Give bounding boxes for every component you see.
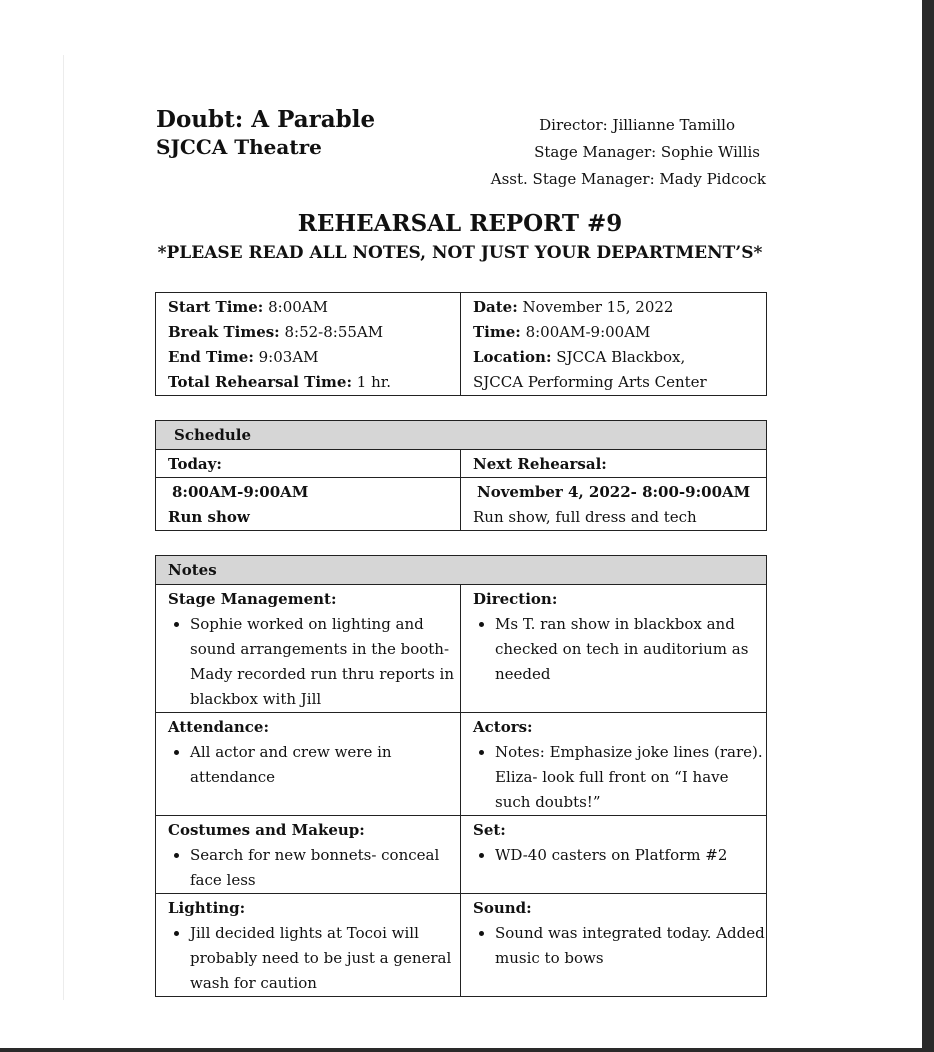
viewer-bottom-edge bbox=[0, 1048, 934, 1052]
time-label: Time: bbox=[473, 323, 521, 341]
break-times-value: 8:52-8:55AM bbox=[279, 323, 384, 341]
asst-stage-manager: Asst. Stage Manager: Mady Pidcock bbox=[490, 170, 766, 188]
actors-note: • Notes: Emphasize joke lines (rare). Eliza- look full front on “I have such doubts!” bbox=[495, 740, 766, 815]
actors-cell bbox=[461, 713, 767, 816]
sound-note: • Sound was integrated today. Added music to bows bbox=[495, 921, 766, 971]
location-line2: SJCCA Performing Arts Center bbox=[473, 373, 707, 391]
attendance-cell bbox=[156, 713, 461, 816]
end-time-label: End Time: bbox=[168, 348, 254, 366]
next-rehearsal-cell bbox=[461, 478, 767, 531]
lighting-cell bbox=[156, 894, 461, 997]
location-value: SJCCA Blackbox, bbox=[551, 348, 686, 366]
total-time-label: Total Rehearsal Time: bbox=[168, 373, 352, 391]
date-location-cell bbox=[461, 293, 767, 396]
today-time: 8:00AM-9:00AM bbox=[172, 483, 309, 501]
next-rehearsal-time: November 4, 2022- 8:00-9:00AM bbox=[477, 483, 751, 501]
set-label: Set: bbox=[473, 821, 506, 839]
viewer-scrollbar-edge bbox=[922, 0, 934, 1052]
attendance-note: • All actor and crew were in attendance bbox=[190, 740, 460, 790]
today-label: Today: bbox=[156, 450, 461, 478]
set-cell bbox=[461, 816, 767, 894]
start-time-label: Start Time: bbox=[168, 298, 264, 316]
costumes-cell bbox=[156, 816, 461, 894]
costumes-note: • Search for new bonnets- conceal face less bbox=[190, 843, 460, 893]
sound-label: Sound: bbox=[473, 899, 532, 917]
stage-management-cell bbox=[156, 585, 461, 713]
actors-label: Actors: bbox=[473, 718, 533, 736]
report-title: REHEARSAL REPORT #9 bbox=[297, 210, 623, 237]
costumes-label: Costumes and Makeup: bbox=[168, 821, 365, 839]
stage-manager: Stage Manager: Sophie Willis bbox=[534, 143, 760, 161]
location-label: Location: bbox=[473, 348, 552, 366]
sound-cell bbox=[461, 894, 767, 997]
next-rehearsal-label: Next Rehearsal: bbox=[461, 450, 767, 478]
time-value: 8:00AM-9:00AM bbox=[520, 323, 651, 341]
company-name: SJCCA Theatre bbox=[156, 135, 322, 159]
schedule-table bbox=[155, 420, 767, 531]
break-times-label: Break Times: bbox=[168, 323, 280, 341]
notes-header: Notes bbox=[156, 556, 767, 585]
schedule-header: Schedule bbox=[156, 421, 767, 450]
times-cell bbox=[156, 293, 461, 396]
stage-management-label: Stage Management: bbox=[168, 590, 337, 608]
start-time-value: 8:00AM bbox=[263, 298, 329, 316]
date-value: November 15, 2022 bbox=[517, 298, 674, 316]
today-activity: Run show bbox=[168, 508, 250, 526]
show-title-block bbox=[156, 106, 375, 160]
report-subtitle: *PLEASE READ ALL NOTES, NOT JUST YOUR DEPARTMENT’S* bbox=[157, 243, 763, 263]
lighting-label: Lighting: bbox=[168, 899, 246, 917]
direction-label: Direction: bbox=[473, 590, 558, 608]
rehearsal-info-table bbox=[155, 292, 767, 396]
direction-cell bbox=[461, 585, 767, 713]
set-note: • WD-40 casters on Platform #2 bbox=[495, 843, 766, 868]
notes-table bbox=[155, 555, 767, 997]
page-edge bbox=[63, 55, 64, 1000]
director: Director: Jillianne Tamillo bbox=[539, 116, 735, 134]
show-title: Doubt: A Parable bbox=[156, 106, 376, 133]
today-cell bbox=[156, 478, 461, 531]
date-label: Date: bbox=[473, 298, 518, 316]
direction-note: • Ms T. ran show in blackbox and checked on tech in auditorium as needed bbox=[495, 612, 766, 687]
staff-list bbox=[491, 112, 766, 193]
end-time-value: 9:03AM bbox=[253, 348, 319, 366]
next-rehearsal-activity: Run show, full dress and tech bbox=[473, 508, 697, 526]
lighting-note: • Jill decided lights at Tocoi will probably need to be just a general wash for caution bbox=[190, 921, 460, 996]
stage-management-note: • Sophie worked on lighting and sound arrangements in the booth- Mady recorded run thru reports in blackbox with Jill bbox=[190, 612, 460, 712]
total-time-value: 1 hr. bbox=[352, 373, 392, 391]
attendance-label: Attendance: bbox=[168, 718, 270, 736]
